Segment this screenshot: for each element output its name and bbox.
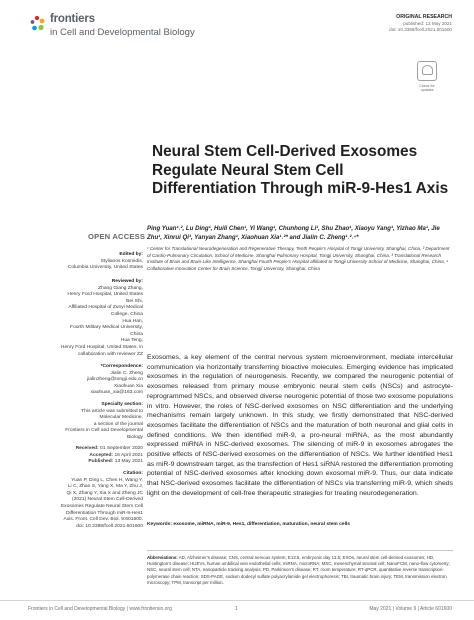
open-access-label: OPEN ACCESS <box>88 232 146 241</box>
reviewer-line: Fourth Military Medical University, <box>69 325 143 331</box>
abstract: Exosomes, a key element of the central nervous system microenvironment, mediate intercellular communication via horizontally transferring bioactive molecules. Emerging evidence has implicated exosomes in the regulation of neurogenesis. Recently, we compared the neurogenic potential of exosomes released from primary mouse embryonic neural stem cells (NSCs) and astrocyte-reprogrammed NSCs, and observed diverse neurogenic potential of those two exosome populations in vitro. However, the roles of NSC-derived exosomes on NSC differentiation and the underlying mechanisms remain largely unknown. In this study, we firstly demonstrated that NSC-derived exosomes facilitate the differentiation of NSCs and the maturation of both neuronal and glial cells in defined conditions. We then identified miR-9, a pro-neural miRNA, as the most abundantly expressed miRNA in NSC-derived exosomes. The silencing of miR-9 in exosomes abrogates the positive effects of NSC-derived exosomes on the differentiation of NSCs. We further identified Hes1 as miR-9 downstream target, as the transfection of Hes1 siRNA restored the differentiation promoting potential of NSC-derived exosomes after knocking down exosomal miR-9. Thus, our data indicate that NSC-derived exosomes facilitate the differentiation of NSCs via transferring miR-9, which sheds light on the development of cell-free therapeutic strategies for treating neurodegeneration. <box>147 354 453 497</box>
article-type: ORIGINAL RESEARCH <box>396 14 452 20</box>
dates-block <box>20 446 143 466</box>
specialty-line: a section of the journal <box>93 421 143 427</box>
check-for-updates-icon[interactable] <box>417 61 437 81</box>
reviewer-line: China <box>130 331 143 337</box>
reviewer-line: Bei Shi, <box>126 298 143 304</box>
correspondent-email[interactable]: jialinzheng@tongji.edu.cn <box>87 377 143 383</box>
correspondence-heading: *Correspondence: <box>100 364 143 369</box>
published-date-sidebar: Published: 13 May 2021 <box>88 459 143 465</box>
correspondence-block <box>20 364 143 397</box>
abbreviations <box>147 550 453 586</box>
bookmark-icon <box>422 65 433 75</box>
citation-line: (2021) Neural Stem Cell-Derived <box>72 497 143 503</box>
citation-block <box>20 471 143 530</box>
frontiers-logo-icon <box>28 14 48 34</box>
citation-line: Differentiation Through miR-9-Hes1 <box>65 510 143 516</box>
reviewed-by-heading: Reviewed by: <box>111 279 143 284</box>
page-number: 1 <box>235 606 238 612</box>
footer-volume: May 2021 | Volume 9 | Article 601600 <box>369 606 452 612</box>
specialty-line: Biology <box>126 434 143 440</box>
specialty-line: Molecular Medicine, <box>99 415 143 421</box>
doi-link[interactable]: doi: 10.3389/fcell.2021.601600 <box>389 27 452 33</box>
abbreviations-label: Abbreviations: <box>147 555 178 560</box>
reviewer-line: Henry Ford Hospital, United States <box>67 292 143 298</box>
specialty-line: Frontiers in Cell and Developmental <box>65 428 143 434</box>
article-title: Neural Stem Cell-Derived Exosomes Regulate Neural Stem Cell Differentiation Through miR-9-Hes1 Axis <box>152 143 449 197</box>
specialty-heading: Specialty section: <box>101 402 143 407</box>
editor-line: Columbia University, United States <box>67 265 143 271</box>
citation-line: Li C, Zhao S, Yang X, Ma Y, Zhu J, <box>67 484 143 490</box>
citation-heading: Citation: <box>123 471 143 476</box>
specialty-block <box>20 402 143 442</box>
brand-name[interactable]: frontiers <box>50 13 95 25</box>
abbreviations-text: AD, Alzheimer’s disease; CNS, central nervous system; E13.5, embryonic day 13.5; EXOs, neural stem cell-derived exosomes; HD, Huntington’s disease; HUEVs, human umbilical vein endothelial cells; miRNA, microRNA; MSC, mesenchymal stromal cell; NanoFCM, nano-flow cytometry; NSC, neural stem cell; NTA, nanoparticle tracking analysis; PD, Parkinson’s disease; RT, room temperature; RT-qPCR, quantitative reverse transcription-polymerase chain reaction; SDS-PAGE, sodium dodecyl sulfate polyacrylamide gel electrophoresis; TBI, traumatic brain injury; TEM, transmission electron microscopy; TPM, transcript per million. <box>147 555 450 585</box>
citation-line: Exosomes Regulate Neural Stem Cell <box>60 503 143 509</box>
edited-by-block <box>20 252 143 272</box>
affiliations: ¹ Center for Translational Neurodegeneration and Regenerative Therapy, Tenth People’s Hospital of Tongji University, Shanghai, China, ² Department of Cardio-Pulmonary Circulation, School of Medicine, Shanghai Pulmonary Hospital, Tongji University, Shanghai, China, ³ Translational Research Institute of Brain and Brain-Like Intelligence, Shanghai Fourth People’s Hospital affiliated to Tongji University School of Medicine, Shanghai, China, ⁴ Collaborative Innovation Center for Brain Science, Tongji University, Shanghai, China <box>147 246 450 271</box>
reviewer-line: collaboration with reviewer ZZ <box>78 351 143 357</box>
citation-line[interactable]: doi: 10.3389/fcell.2021.601600 <box>76 523 143 529</box>
citation-line: Axis. Front. Cell Dev. Biol. 9:601600. <box>63 517 143 523</box>
editor-line: Stylianos Kosmidis, <box>100 258 143 264</box>
published-date: published: 13 May 2021 <box>403 20 452 26</box>
reviewer-line: Hua Han, <box>122 318 143 324</box>
reviewer-line: College, China <box>110 311 143 317</box>
article-meta <box>389 14 452 34</box>
specialty-line: This article was submitted to <box>81 408 143 414</box>
accepted-date: Accepted: 16 April 2021 <box>89 452 143 458</box>
author-list: Ping Yuan¹˒², Lu Ding¹, Huili Chen¹, Yi Wang¹, Chunhong Li¹, Shu Zhao¹, Xiaoyu Yang¹, Yizhao Ma¹, Jie Zhu¹, Xinrui Qi³, Yanyan Zhang¹, Xiaohuan Xia¹˒²* and Jialin C. Zheng¹˒²˒⁴* <box>147 225 440 241</box>
journal-name[interactable]: in Cell and Developmental Biology <box>50 27 195 38</box>
reviewer-line: Affiliated Hospital of Zunyi Medical <box>68 305 143 311</box>
page-footer <box>0 600 474 620</box>
received-date: Received: 01 September 2020 <box>75 446 143 451</box>
reviewer-line: Zhang Giang Zhang, <box>98 285 143 291</box>
reviewer-line: Henry Ford Hospital, United States, in <box>60 344 143 350</box>
citation-line: Yuan P, Ding L, Chen H, Wang Y, <box>71 477 143 483</box>
reviewer-line: Hua Teng, <box>120 338 143 344</box>
footer-journal-link[interactable]: Frontiers in Cell and Developmental Biology | www.frontiersin.org <box>28 606 172 612</box>
page-header <box>0 0 474 50</box>
check-for-updates-label[interactable]: Check for updates <box>419 84 435 93</box>
citation-line: Qi X, Zhang Y, Xia X and Zheng JC <box>66 490 143 496</box>
keywords: Keywords: exosome, miRNA, miR-9, Hes1, differentiation, maturation, neural stem cells <box>147 522 351 527</box>
correspondent-name: Jialin C. Zheng <box>110 370 143 376</box>
correspondent-email[interactable]: xiaohuan_xia@163.com <box>90 390 143 396</box>
correspondent-name: Xiaohuan Xia <box>113 383 143 389</box>
edited-by-heading: Edited by: <box>119 252 143 257</box>
reviewed-by-block <box>20 279 143 358</box>
